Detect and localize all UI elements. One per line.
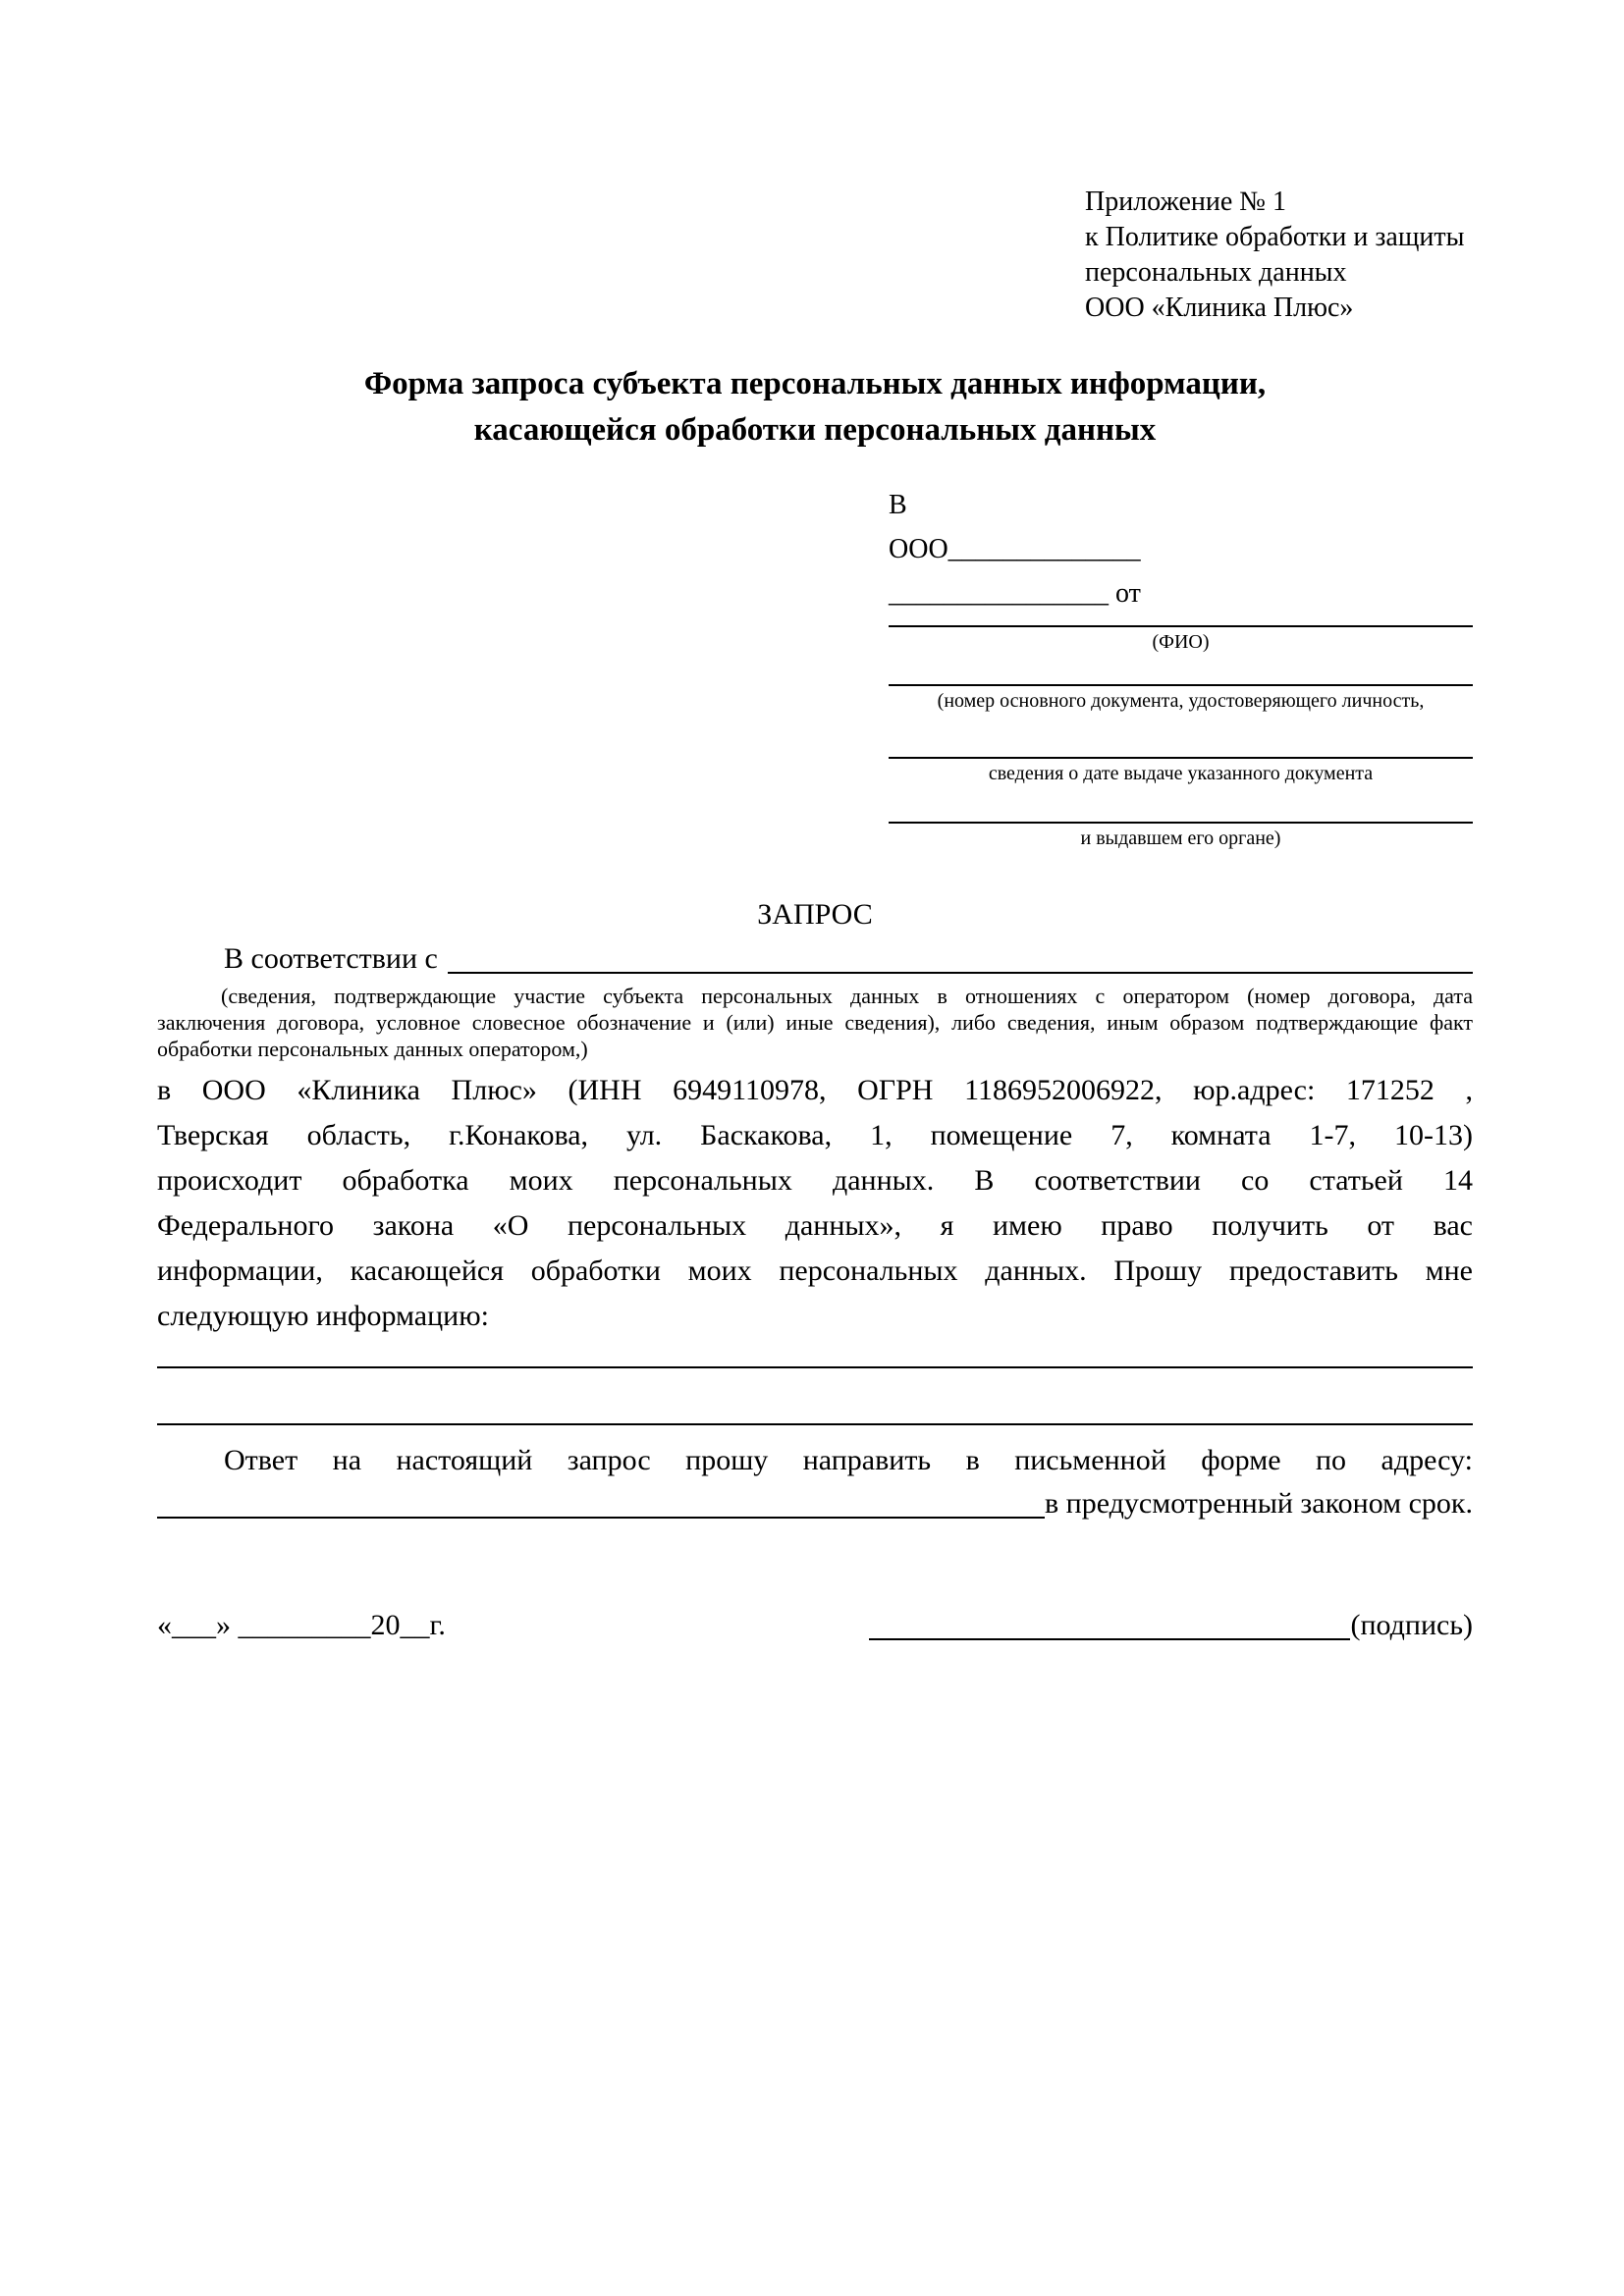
accordance-row (157, 937, 1473, 981)
note-line: (сведения, подтверждающие участие субъекта персональных данных в отношениях с оператором (номер договора, дата (221, 984, 1473, 1008)
fio-caption: (ФИО) (1152, 631, 1210, 653)
issuing-authority-caption: и выдавшем его органе) (1080, 828, 1281, 849)
appendix-block (1085, 185, 1473, 326)
note-line: заключения договора, условное словесное обозначение и (или) иные сведения), либо сведения, иным образом подтверждающие факт (157, 1010, 1473, 1035)
reply-line: Ответ на настоящий запрос прошу направить в письменной форме по адресу: (224, 1444, 1473, 1476)
date-blank: «___» _________20__г. (157, 1609, 446, 1641)
reply-paragraph (157, 1439, 1473, 1525)
addressee-block (889, 483, 1473, 851)
note-block (157, 983, 1473, 1062)
company-blank-line: ООО______________ (889, 534, 1141, 564)
appendix-line: Приложение № 1 (1085, 187, 1286, 217)
appendix-line: ООО «Клиника Плюс» (1085, 293, 1354, 323)
note-line: обработки персональных данных оператором,) (157, 1037, 588, 1061)
body-line: Тверская область, г.Конакова, ул. Баскакова, 1, помещение 7, комната 1-7, 10-13) (157, 1119, 1473, 1151)
deadline-row (157, 1482, 1473, 1525)
appendix-line: к Политике обработки и защиты (1085, 222, 1465, 252)
document-number-caption: (номер основного документа, удостоверяющего личность, (937, 690, 1425, 712)
form-title-line: Форма запроса субъекта персональных данных информации, (363, 366, 1267, 401)
appendix-line: персональных данных (1085, 257, 1347, 288)
signature-blank-line (869, 1638, 1350, 1640)
body-line: в ООО «Клиника Плюс» (ИНН 6949110978, ОГРН 1186952006922, юр.адрес: 171252 , (157, 1074, 1473, 1106)
body-paragraph (157, 1068, 1473, 1339)
from-blank-line: ________________ от (889, 578, 1141, 609)
form-title-line: касающейся обработки персональных данных (473, 412, 1157, 448)
signature-caption: (подпись) (1350, 1609, 1473, 1641)
addressee-to-label: В (889, 490, 907, 520)
body-line: происходит обработка моих персональных данных. В соответствии со статьей 14 (157, 1164, 1473, 1197)
request-heading: ЗАПРОС (757, 898, 873, 931)
accordance-prefix: В соответствии с (224, 942, 438, 975)
issue-date-caption: сведения о дате выдаче указанного документа (988, 763, 1374, 784)
body-line: информации, касающейся обработки моих персональных данных. Прошу предоставить мне (157, 1255, 1473, 1287)
address-blank-line (157, 1517, 1045, 1519)
signature-row (157, 1604, 1473, 1647)
body-line: следующую информацию: (157, 1300, 489, 1332)
accordance-blank-line (448, 972, 1473, 974)
signature-area (869, 1604, 1473, 1647)
requested-info-blank-line-2 (157, 1423, 1473, 1425)
deadline-text: в предусмотренный законом срок. (1045, 1487, 1473, 1520)
body-line: Федерального закона «О персональных данных», я имею право получить от вас (157, 1209, 1473, 1242)
requested-info-blank-line-1 (157, 1366, 1473, 1368)
form-title (157, 361, 1473, 454)
